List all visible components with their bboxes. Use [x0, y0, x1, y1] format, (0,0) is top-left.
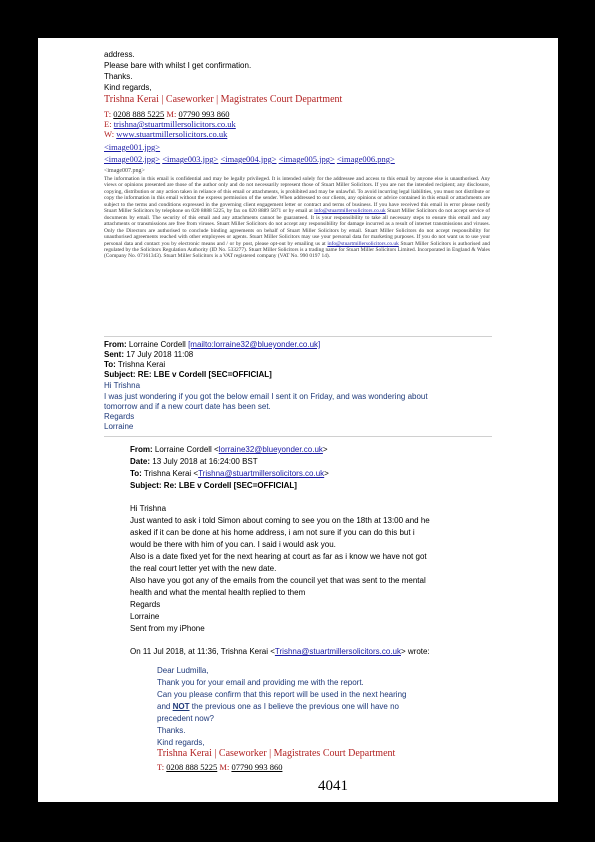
signature-phone-line: [104, 109, 229, 119]
sent-date: 17 July 2018 11:08: [126, 350, 194, 359]
signature-email-line: [104, 119, 236, 129]
body-line: the real court letter yet with the new date.: [130, 564, 277, 573]
body-line: Thanks.: [104, 72, 133, 81]
page-number: 4041: [318, 778, 348, 794]
body-line: I was just wondering if you got the below email I sent it on Friday, and was wondering about: [104, 392, 428, 401]
body-line: Lorraine: [104, 422, 134, 431]
from-email-link[interactable]: lorraine32@blueyonder.co.uk: [218, 445, 323, 454]
body-line: Just wanted to ask i told Simon about coming to see you on the 18th at 13:00 and he: [130, 516, 430, 525]
body-line: [157, 701, 399, 712]
body-line: address.: [104, 50, 135, 59]
date-line: [130, 456, 258, 467]
phone-number: 0208 888 5225: [166, 762, 218, 772]
image-link[interactable]: <image006.png>: [336, 154, 395, 164]
from-name: Lorraine Cordell: [128, 340, 186, 349]
divider: [104, 436, 492, 437]
disclaimer-text: The information in this email is confidential and may be legally privileged. It is intended solely for the addressee and access to this email by anyone else is unauthorised. Any views or opinions presented are those of the author only and do not necessarily represent those of Stuart Miller Solicitors. If you are not the intended recipient; any disclosure, copying, distribution or any action taken in reliance of this email or attachments, is prohibited and may be unlawful. To avoid incurring legal liabilities, you must not distribute or copy the information in this email without the express permission of the sender. When addressed to our clients, any opinions or advice contained in this email or attachments are subject to the terms and conditions expressed in the governing client engagement letter or contract and terms of business. If you have received this email in error please notify Stuart Miller Solicitors by telephone on 020 8888 5225, by fax on 020 8889 5871 or by email at: [104, 176, 490, 215]
subject-line: [130, 480, 297, 491]
mobile-number: 07790 993 860: [178, 109, 230, 119]
disclaimer-email-link[interactable]: info@stuartmillersolicitors.co.uk: [314, 208, 386, 215]
email-link[interactable]: trishna@stuartmillersolicitors.co.uk: [113, 119, 236, 129]
divider: [104, 336, 492, 337]
body-line: Also is a date fixed yet for the next hearing at court as far as i know we have not got: [130, 552, 427, 561]
subject-label: Subject:: [104, 370, 136, 379]
body-line: Sent from my iPhone: [130, 624, 205, 633]
image-link[interactable]: <image004.jpg>: [220, 154, 277, 164]
date-label: Date:: [130, 457, 151, 466]
to-name: Trishna Kerai: [117, 360, 166, 369]
phone-label: T:: [157, 762, 165, 772]
from-label: From:: [104, 340, 127, 349]
phone-label: T:: [104, 109, 112, 119]
image-link[interactable]: <image005.jpg>: [278, 154, 335, 164]
image-link[interactable]: <image001.jpg>: [104, 142, 161, 152]
body-line: Kind regards,: [157, 738, 205, 747]
from-line: [130, 444, 328, 455]
body-line: Regards: [130, 600, 161, 609]
signature-title: Trishna Kerai | Caseworker | Magistrates Court Department: [157, 748, 396, 759]
disclaimer-text: Stuart Miller Solicitors do not accept service of documents by email. The security of this email and any attachments cannot be guaranteed. It is your responsibility to take all necessary steps to ensure this email and any attachments or transmissions are free from viruses. Stuart Miller Solicitors do not accept any responsibility for damage incurred as a result of internet transmissions and viruses. Only the Directors are authorised to conclude binding agreements on behalf of Stuart Miller Solicitors by email. Stuart Miller Solicitors do not accept responsibility for unauthorised agreements reached with other employees or agents. Stuart Miller Solicitors may use your personal data for marketing purposes. If you do not want us to use your personal data and contact you by electronic means and / or by post, please opt-out by emailing us at: [104, 208, 490, 247]
body-line: precedent now?: [157, 714, 214, 723]
image-row: [104, 154, 395, 164]
bracket: >: [324, 469, 329, 478]
disclaimer-email-link[interactable]: info@stuartmillersolicitors.co.uk: [327, 240, 399, 247]
body-line: Thank you for your email and providing me with the report.: [157, 678, 364, 687]
wrote-suffix: > wrote:: [400, 647, 430, 656]
body-line: Thanks.: [157, 726, 186, 735]
emphasis-text: NOT: [172, 702, 190, 711]
body-line: tomorrow and if a new court date has been set.: [104, 402, 271, 411]
image-link[interactable]: <image003.jpg>: [162, 154, 219, 164]
bracket: >: [322, 445, 328, 454]
body-line: Lorraine: [130, 612, 160, 621]
subject-text: Re: LBE v Cordell [SEC=OFFICIAL]: [163, 481, 297, 490]
signature-title: Trishna Kerai | Caseworker | Magistrates Court Department: [104, 94, 343, 105]
wrote-email-link[interactable]: Trishna@stuartmillersolicitors.co.uk: [274, 647, 401, 656]
body-line: would be there with him of you can. I said i would ask you.: [130, 540, 336, 549]
to-line: [130, 468, 329, 479]
from-label: From:: [130, 445, 153, 454]
mobile-label: M:: [219, 762, 230, 772]
body-line: Dear Ludmilla,: [157, 666, 209, 675]
image-placeholder: <image007.png>: [104, 168, 145, 174]
web-label: W:: [104, 129, 115, 139]
from-mailto-link[interactable]: [mailto:lorraine32@blueyonder.co.uk]: [188, 340, 321, 349]
phone-number: 0208 888 5225: [113, 109, 165, 119]
to-label: To:: [104, 360, 116, 369]
body-line: Hi Trishna: [130, 504, 167, 513]
email-label: E:: [104, 119, 112, 129]
body-line: Kind regards,: [104, 83, 152, 92]
to-label: To:: [130, 469, 142, 478]
body-text: and: [157, 702, 171, 711]
body-line: Please bare with whilst I get confirmation.: [104, 61, 252, 70]
web-link[interactable]: www.stuartmillersolicitors.co.uk: [116, 129, 228, 139]
sent-label: Sent:: [104, 350, 124, 359]
mobile-label: M:: [166, 109, 177, 119]
disclaimer-text: Stuart Miller Solicitors is authorised and regulated by the Solicitors Regulation Authority (ID No. 533277). Stuart Miller Solicitors is a trading name for Stuart Miller Solicitors Limited. Incorporated in England & Wales (Company No. 07161343). Stuart Miller Solicitors is a VAT registered company (VAT No. 990 0197 14).: [104, 240, 491, 260]
date-value: 13 July 2018 at 16:24:00 BST: [152, 457, 258, 466]
to-email-link[interactable]: Trishna@stuartmillersolicitors.co.uk: [198, 469, 325, 478]
body-line: Hi Trishna: [104, 381, 141, 390]
subject-line: [104, 369, 272, 380]
from-name: Lorraine Cordell <: [154, 445, 219, 454]
body-line: Regards: [104, 412, 135, 421]
body-line: Also have you got any of the emails from the council yet that was sent to the mental: [130, 576, 426, 585]
signature-phone-line: [157, 762, 282, 772]
subject-label: Subject:: [130, 481, 162, 490]
wrote-prefix: On 11 Jul 2018, at 11:36, Trishna Kerai <: [130, 647, 275, 656]
body-line: asked if it can be done at his home address, i am not sure if you can do this but i: [130, 528, 415, 537]
signature-web-line: [104, 129, 227, 139]
to-name: Trishna Kerai <: [143, 469, 199, 478]
body-line: health and what the mental health replied to them: [130, 588, 306, 597]
subject-text: RE: LBE v Cordell [SEC=OFFICIAL]: [137, 370, 272, 379]
mobile-number: 07790 993 860: [231, 762, 283, 772]
body-text: the previous one as I believe the previous one will have no: [191, 702, 399, 711]
wrote-line: [130, 646, 430, 657]
image-link[interactable]: <image002.jpg>: [104, 154, 161, 164]
legal-disclaimer: [104, 176, 490, 260]
body-line: Can you please confirm that this report will be used in the next hearing: [157, 690, 407, 699]
